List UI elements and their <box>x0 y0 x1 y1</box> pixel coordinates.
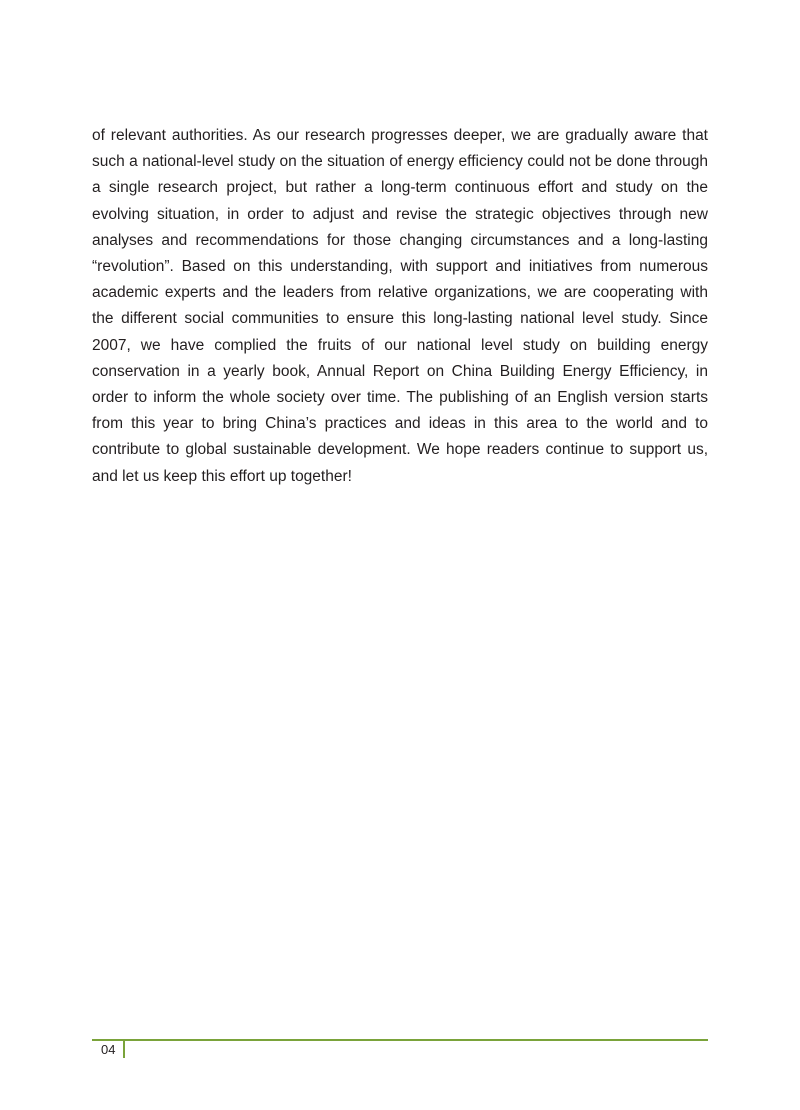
footer-page-divider <box>123 1040 125 1058</box>
footer-rule <box>92 1039 708 1041</box>
page-number: 04 <box>101 1042 116 1057</box>
body-paragraph: of relevant authorities. As our research progresses deeper, we are gradually aware that such a national-level study on the situation of energy efficiency could not be done through a single research project, but rather a long-term continuous effort and study on the evolving situation, in order to adjust and revise the strategic objectives through new analyses and recommendations for those changing circumstances and a long-lasting “revolution”. Based on this understanding, with support and initiatives from numerous academic experts and the leaders from relative organizations, we are cooperating with the different social communities to ensure this long-lasting national level study. Since 2007, we have complied the fruits of our national level study on building energy conservation in a yearly book, Annual Report on China Building Energy Efficiency, in order to inform the whole society over time. The publishing of an English version starts from this year to bring China’s practices and ideas in this area to the world and to contribute to global sustainable development. We hope readers continue to support us, and let us keep this effort up together! <box>92 127 708 485</box>
